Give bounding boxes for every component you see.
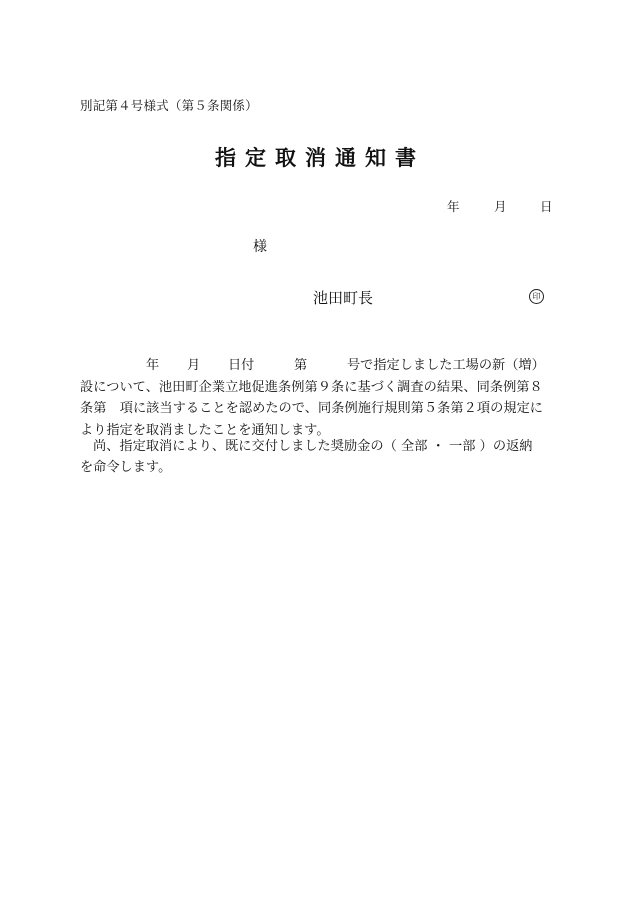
body-line-2: 設について、池田町企業立地促進条例第９条に基づく調査の結果、同条例第８ [80,380,543,395]
seal-icon: 印 [529,289,544,304]
date-day-label: 日 [540,199,553,214]
date-month-label: 月 [494,199,507,214]
body-year-label: 年 [146,358,160,373]
body-date-label: 日付 [228,358,255,373]
body-number-prefix: 第 [294,358,308,373]
form-reference: 別記第４号様式（第５条関係） [80,98,258,113]
body-month-label: 月 [187,358,201,373]
body-line-5: 尚、指定取消により、既に交付しました奨励金の（ 全部 ・ 一部 ）の返納 [93,439,533,454]
recipient-honorific: 様 [253,239,267,255]
issuer-name: 池田町長 [313,289,374,307]
body-line-6: を命令します。 [80,460,172,475]
body-line-4: より指定を取消ましたことを通知します。 [80,423,330,438]
body-line-1: 号で指定しました工場の新（増） [347,358,545,373]
document-title: 指定取消通知書 [215,145,425,170]
body-line-3: 条第 項に該当することを認めたので、同条例施行規則第５条第２項の規定に [80,401,544,416]
date-year-label: 年 [447,199,460,214]
